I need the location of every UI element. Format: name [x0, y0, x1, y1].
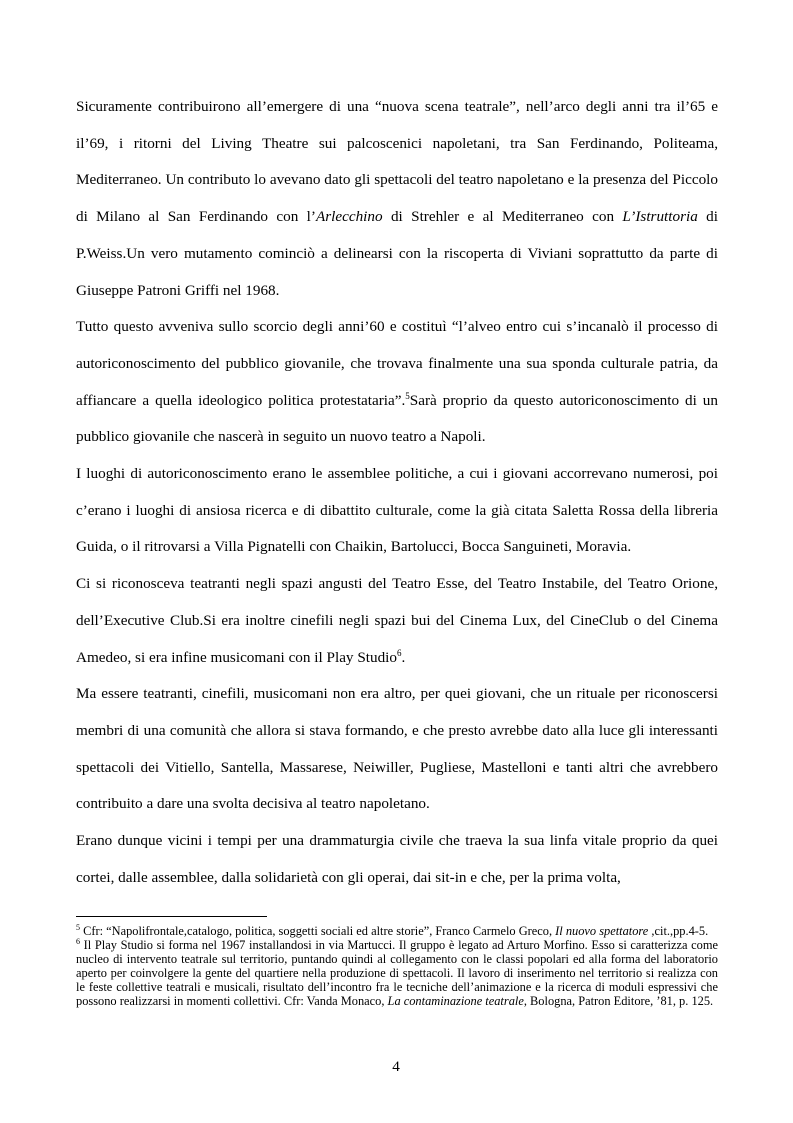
footnote-ref: 5 [405, 390, 410, 401]
paragraph: Sicuramente contribuirono all’emergere di una “nuova scena teatrale”, nell’arco degli anni tra il’65 e il’69, i ritorni del Living Theatre sui palcoscenici napoletani, tra San Ferdinando, Politeama, Mediterraneo. Un contributo lo avevano dato gli spettacoli del teatro napoletano e la presenza del Piccolo di Milano al San Ferdinando con l’Arlecchino di Strehler e al Mediterraneo con L’Istruttoria di P.Weiss.Un vero mutamento cominciò a delinearsi con la riscoperta di Viviani soprattutto da parte di Giuseppe Patroni Griffi nel 1968. [76, 98, 718, 299]
footnotes [76, 924, 718, 1008]
paragraph: I luoghi di autoriconoscimento erano le assemblee politiche, a cui i giovani accorrevano numerosi, poi c’erano i luoghi di ansiosa ricerca e di dibattito culturale, come la già citata Saletta Rossa della libreria Guida, o il ritrovarsi a Villa Pignatelli con Chaikin, Bartolucci, Bocca Sanguineti, Moravia. [76, 465, 718, 556]
footnote: $^6$ Il Play Studio si forma nel 1967 installandosi in via Martucci. Il gruppo è legato ad Arturo Morfino. Esso si caratterizza come nucleo di intervento teatrale sul territorio, puntando quindi al collegamento con le classi popolari ed alla forma del laboratorio aperto per coinvolgere la gente del quartiere nella produzione di spettacoli. Il lavoro di inserimento nel territorio si realizza con le feste collettive teatrali e musicali, risultato dell’incontro fra le tecniche dell’animazione e la ricerca di moduli espressivi che possono realizzarsi in momenti collettivi. Cfr: Vanda Monaco, La contaminazione teatrale, Bologna, Patron Editore, ’81, p. 125. [76, 937, 718, 1008]
paragraph: Tutto questo avveniva sullo scorcio degli anni’60 e costituì “l’alveo entro cui s’incanalò il processo di autoriconoscimento del pubblico giovanile, che trovava finalmente una sua sponda culturale patria, da affiancare a quella ideologico politica protestataria”.$^5$Sarà proprio da questo autoriconoscimento di un pubblico giovanile che nascerà in seguito un nuovo teatro a Napoli. [76, 318, 718, 446]
footnote: $^5$ Cfr: “Napolifrontale,catalogo, politica, soggetti sociali ed altre storie”, Franco Carmelo Greco, Il nuovo spettatore ,cit.,pp.4-5. [76, 923, 709, 938]
body-text [76, 89, 718, 896]
paragraph: Ci si riconosceva teatranti negli spazi angusti del Teatro Esse, del Teatro Instabile, del Teatro Orione, dell’Executive Club.Si era inoltre cinefili negli spazi bui del Cinema Lux, del CineClub o del Cinema Amedeo, si era infine musicomani con il Play Studio$^6$. [76, 575, 718, 666]
paragraph: Erano dunque vicini i tempi per una drammaturgia civile che traeva la sua linfa vitale proprio da quei cortei, dalle assemblee, dalla solidarietà con gli operai, dai sit-in e che, per la prima volta, [76, 832, 718, 886]
footnote-separator [76, 916, 267, 917]
footnote-ref: 6 [397, 647, 402, 658]
paragraph: Ma essere teatranti, cinefili, musicomani non era altro, per quei giovani, che un rituale per riconoscersi membri di una comunità che allora si stava formando, e che presto avrebbe dato alla luce gli interessanti spettacoli dei Vitiello, Santella, Massarese, Neiwiller, Pugliese, Mastelloni e tanti altri che avrebbero contribuito a dare una svolta decisiva al teatro napoletano. [76, 685, 718, 813]
page-number: 4 [392, 1058, 400, 1075]
